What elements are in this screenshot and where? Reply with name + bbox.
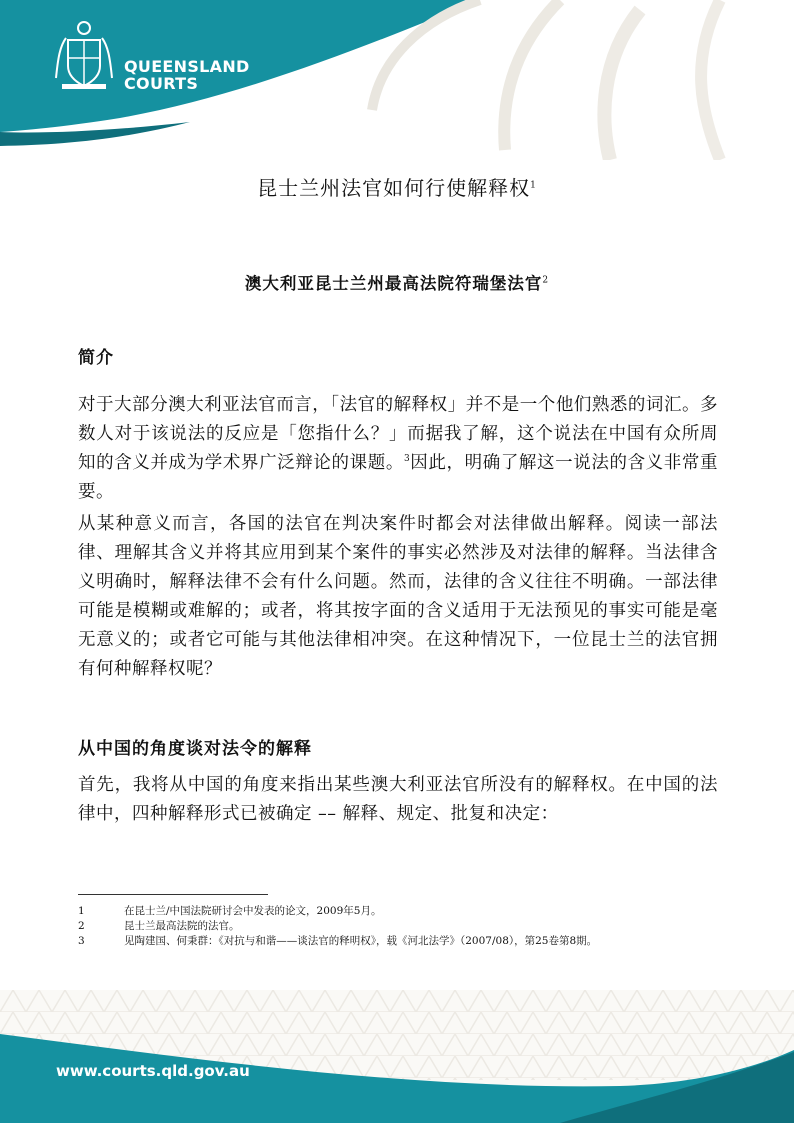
footnotes — [78, 904, 718, 949]
footnote-number: 3 — [78, 935, 85, 947]
footnote-item — [78, 934, 718, 949]
footnote-text: 昆士兰最高法院的法官。 — [124, 920, 240, 932]
footnote-number: 1 — [78, 905, 85, 917]
footnote-number: 2 — [78, 920, 85, 932]
subtitle-footnote-ref[interactable]: 2 — [542, 275, 550, 286]
website-link[interactable]: www.courts.qld.gov.au — [56, 1062, 250, 1080]
queensland-crest-icon — [52, 18, 116, 90]
header-banner — [0, 0, 794, 160]
footnote-divider — [78, 894, 268, 895]
footer-banner — [0, 990, 794, 1123]
intro-p1-text-end: 因此，明确了解这一说法的含义非常重要。 — [78, 453, 718, 502]
intro-paragraph-2: 从某种意义而言，各国的法官在判决案件时都会对法律做出解释。阅读一部法律、理解其含义并将其应用到某个案件的事实必然涉及对法律的解释。当法律含义明确时，解释法律不会有什么问题。然而，法律的含义往往不明确。一部法律可能是模糊或难解的；或者，将其按字面的含义适用于无法预见的事实可能是毫无意义的；或者它可能与其他法律相冲突。在这种情况下，一位昆士兰的法官拥有何种解释权呢？ — [78, 514, 718, 679]
footnote-item — [78, 919, 718, 934]
subtitle-text: 澳大利亚昆士兰州最高法院符瑞堡法官 — [244, 274, 543, 293]
footnote-item — [78, 904, 718, 919]
china-heading: 从中国的角度谈对法令的解释 — [78, 739, 312, 759]
brand-wordmark — [124, 58, 250, 92]
intro-heading: 简介 — [78, 348, 114, 368]
title-text: 昆士兰州法官如何行使解释权 — [257, 176, 531, 200]
intro-p1-text: 对于大部分澳大利亚法官而言，「法官的解释权」并不是一个他们熟悉的词汇。多数人对于该说法的反应是「您指什么？」而据我了解，这个说法在中国有众所周知的含义并成为学术界广泛辩论的课题。 — [78, 395, 718, 473]
footnote-text: 在昆士兰/中国法院研讨会中发表的论文，2009年5月。 — [124, 905, 382, 917]
footnote-text: 见陶建国、何秉群：《对抗与和谐——谈法官的释明权》，载《河北法学》（2007/08），第25卷第8期。 — [124, 935, 598, 947]
china-paragraph-1: 首先，我将从中国的角度来指出某些澳大利亚法官所没有的解释权。在中国的法律中，四种解释形式已被确定 –– 解释、规定、批复和决定： — [78, 775, 718, 824]
title-footnote-ref[interactable]: 1 — [530, 180, 537, 191]
document-subtitle — [0, 270, 794, 294]
document-title — [0, 172, 794, 201]
intro-paragraph-1 — [78, 391, 718, 507]
brand-line-2: COURTS — [124, 74, 199, 93]
intro-p1-footnote-ref[interactable]: 3 — [403, 454, 411, 465]
brand-line-1: QUEENSLAND — [124, 57, 250, 76]
